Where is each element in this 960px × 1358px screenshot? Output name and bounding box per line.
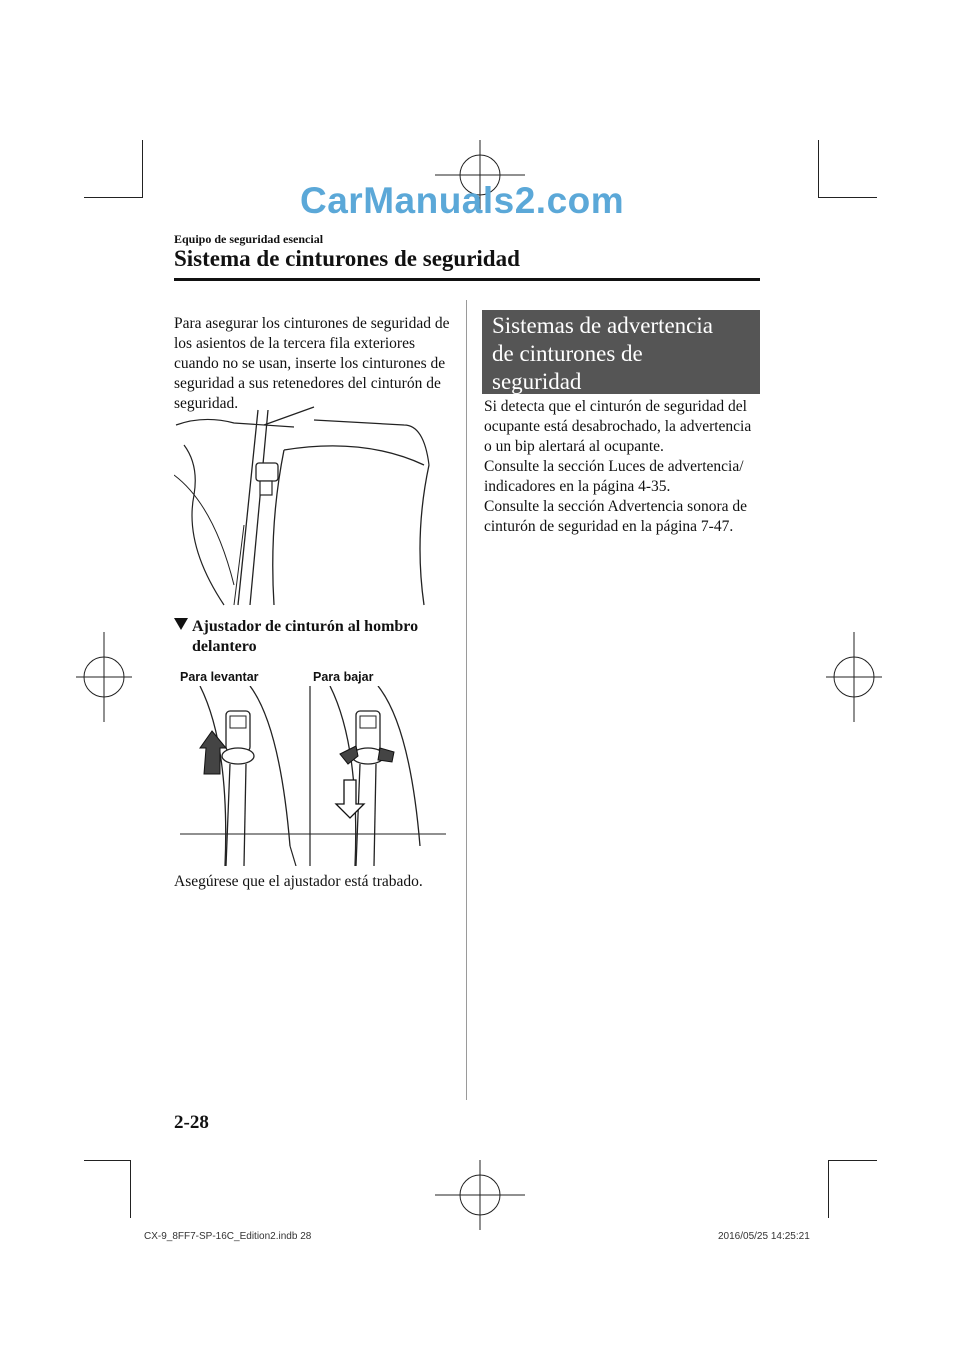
banner-line: de cinturones de	[492, 341, 643, 366]
crop-mark	[142, 140, 143, 198]
crop-mark	[84, 197, 142, 198]
text-line: o un bip alertará al ocupante.	[484, 438, 664, 455]
sub-heading-line: Ajustador de cinturón al hombro	[192, 618, 419, 635]
seatbelt-retainer-illustration	[174, 405, 444, 610]
crop-mark	[819, 197, 877, 198]
shoulder-belt-adjuster-illustration	[180, 686, 446, 866]
registration-mark-icon	[826, 632, 882, 722]
sub-heading	[174, 617, 454, 657]
crop-mark	[828, 1160, 829, 1218]
section-kicker: Equipo de seguridad esencial	[174, 232, 324, 246]
crop-mark	[130, 1160, 131, 1218]
text-line: cinturón de seguridad en la página 7-47.	[484, 518, 734, 535]
body-paragraph: Para asegurar los cinturones de seguridad de los asientos de la tercera fila exteriores cuando no se usan, inserte los cinturones de seguridad a sus retenedores del cinturón de seguridad.	[174, 315, 450, 412]
column-divider	[466, 300, 467, 1100]
header-rule	[174, 278, 760, 281]
text-line: Si detecta que el cinturón de seguridad del	[484, 398, 747, 415]
page-title: Sistema de cinturones de seguridad	[174, 246, 520, 271]
page-number: 2-28	[174, 1112, 209, 1133]
label-raise: Para levantar	[180, 670, 259, 684]
warning-paragraph	[484, 397, 764, 537]
registration-mark-icon	[435, 1160, 525, 1230]
text-line: indicadores en la página 4-35.	[484, 478, 671, 495]
triangle-bullet-icon	[174, 618, 188, 630]
crop-mark	[829, 1160, 877, 1161]
crop-mark	[84, 1160, 130, 1161]
sub-heading-line: delantero	[192, 638, 257, 655]
text-line: Consulte la sección Advertencia sonora de	[484, 498, 747, 515]
text-line: Consulte la sección Luces de advertencia/	[484, 458, 744, 475]
section-banner	[482, 310, 760, 394]
label-lower: Para bajar	[313, 670, 374, 684]
crop-mark	[818, 140, 819, 198]
banner-line: Sistemas de advertencia	[492, 313, 713, 338]
caption: Asegúrese que el ajustador está trabado.	[174, 873, 423, 890]
footer-timestamp: 2016/05/25 14:25:21	[718, 1231, 810, 1242]
watermark[interactable]: CarManuals2.com	[300, 180, 625, 221]
banner-line: seguridad	[492, 369, 582, 394]
registration-mark-icon	[76, 632, 132, 722]
footer-filename: CX-9_8FF7-SP-16C_Edition2.indb 28	[144, 1231, 312, 1242]
text-line: ocupante está desabrochado, la advertencia	[484, 418, 752, 435]
